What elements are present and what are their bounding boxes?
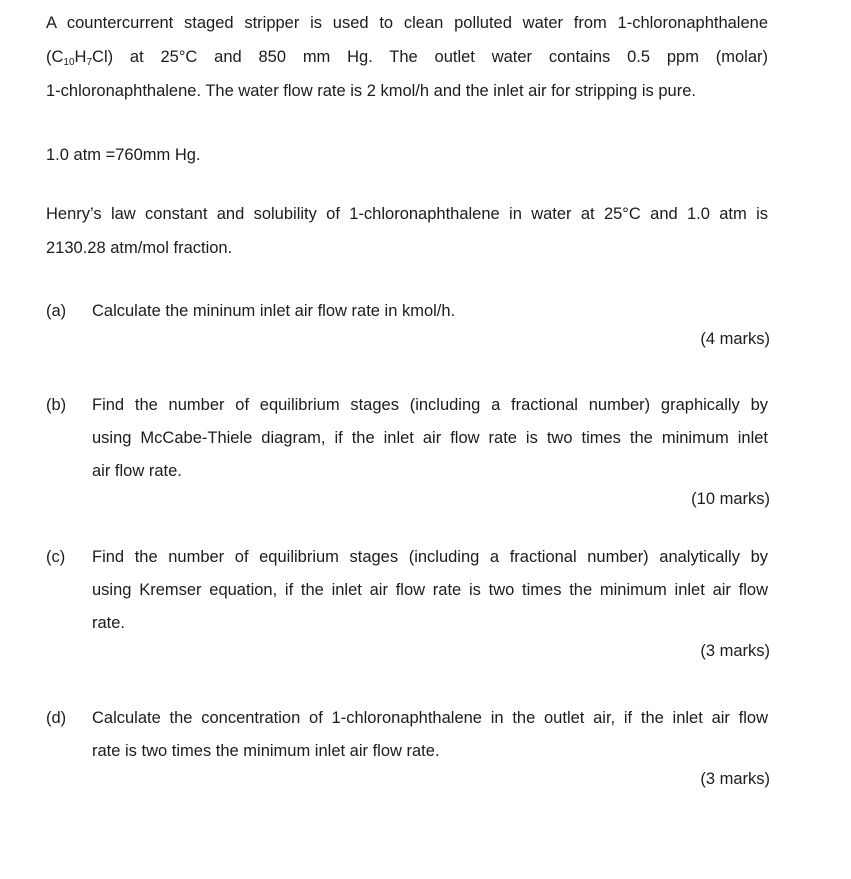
question-line: Calculate the mininum inlet air flow rate in kmol/h. (92, 302, 456, 320)
henry-line-2: 2130.28 atm/mol fraction. (46, 239, 233, 257)
question-line: rate is two times the minimum inlet air flow rate. (92, 742, 440, 760)
question-line: using McCabe-Thiele diagram, if the inlet air flow rate is two times the minimum inlet (92, 429, 768, 447)
conversion-text: 1.0 atm =760mm Hg. (46, 146, 201, 164)
marks-label: (4 marks) (700, 330, 770, 348)
question-line: Calculate the concentration of 1-chloronaphthalene in the outlet air, if the inlet air flow (92, 709, 768, 727)
marks-label: (3 marks) (700, 642, 770, 660)
question-label: (b) (46, 396, 67, 414)
question-line: Find the number of equilibrium stages (including a fractional number) analytically by (92, 548, 768, 566)
intro-paragraph (46, 6, 768, 108)
question-label: (d) (46, 709, 67, 727)
formula-close: Cl) (92, 48, 114, 66)
intro-line-3: 1-chloronaphthalene. The water flow rate is 2 kmol/h and the inlet air for stripping is pure. (46, 82, 696, 100)
henry-paragraph (46, 197, 768, 265)
question-line: rate. (92, 614, 126, 632)
formula-subscript-hydrogen: 7 (86, 57, 93, 68)
intro-line-1: A countercurrent staged stripper is used to clean polluted water from 1-chloronaphthalene (46, 14, 768, 32)
intro-line-2-rest: at 25°C and 850 mm Hg. The outlet water contains 0.5 ppm (molar) (113, 48, 768, 66)
question-line: air flow rate. (92, 462, 182, 480)
intro-line-2 (46, 40, 768, 74)
marks-label: (10 marks) (691, 490, 770, 508)
formula-hydrogen: H (74, 48, 87, 66)
formula-open: (C (46, 48, 64, 66)
question-body (92, 389, 768, 488)
formula-subscript-carbon: 10 (63, 57, 75, 68)
question-line: Find the number of equilibrium stages (including a fractional number) graphically by (92, 396, 768, 414)
question-body (92, 541, 768, 640)
conversion-note (46, 138, 768, 172)
question-body (92, 295, 768, 328)
marks-label: (3 marks) (700, 770, 770, 788)
question-label: (a) (46, 302, 67, 320)
question-label: (c) (46, 548, 66, 566)
question-line: using Kremser equation, if the inlet air flow rate is two times the minimum inlet air flow (92, 581, 768, 599)
question-body (92, 702, 768, 768)
henry-line-1: Henry’s law constant and solubility of 1-chloronaphthalene in water at 25°C and 1.0 atm is (46, 205, 768, 223)
